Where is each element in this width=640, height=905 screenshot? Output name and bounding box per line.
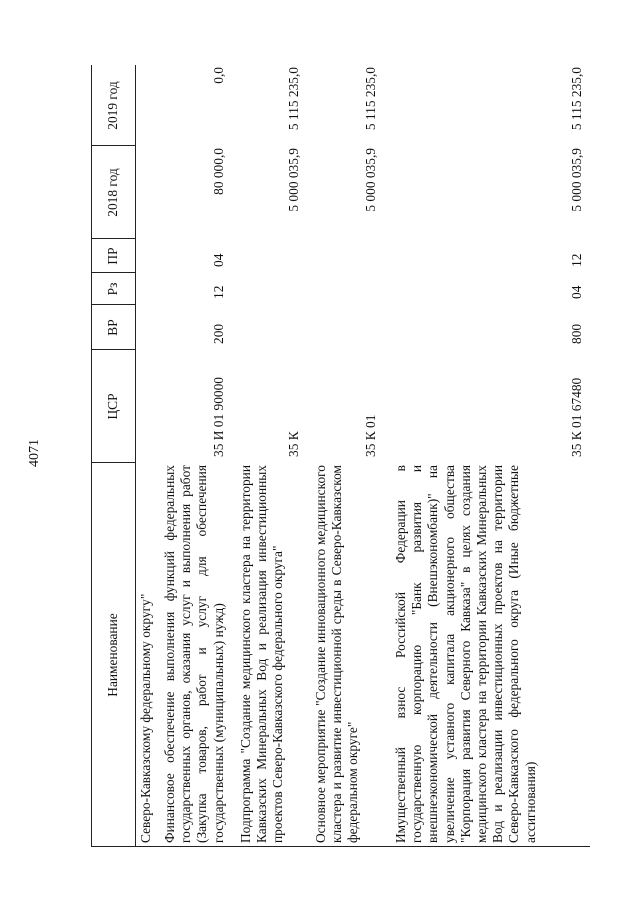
header-csr: ЦСР — [104, 393, 120, 420]
header-pr: ПР — [104, 247, 120, 265]
row-1-rz: 12 — [211, 285, 226, 299]
row-1-2019: 0,0 — [211, 67, 226, 84]
row-3-csr: 35 К 01 — [363, 414, 378, 457]
row-1-2018: 80 000,0 — [211, 148, 226, 195]
header-rz: Рз — [104, 282, 120, 296]
header-2018: 2018 год — [104, 168, 120, 217]
row-4-name: Имущественный взнос Российской Федерации в государственную корпорацию "Банк развития и внешнеэкономической деятельности (Внешэкономбанк)" на увеличение уставного капитала акционерного общества "Корпорация развития Северного Кавказа" в целях создания медицинского кластера на территории Кавказских Минеральных Вод и реализации инвестиционных проектов на территории Северо-Кавказского федерального округа (Иные бюджетные ассигнования) — [393, 465, 538, 843]
row-1-vr: 200 — [211, 323, 226, 344]
row-4-2019: 5 115 235,0 — [569, 67, 584, 131]
row-2-name: Подпрограмма "Создание медицинского кластера на территории Кавказских Минеральных Вод и реализация инвестиционных проектов Северо-Кавказского федерального округа" — [238, 465, 286, 843]
row-1-pr: 04 — [211, 253, 226, 267]
row-1-name: Финансовое обеспечение выполнения функций федеральных государственных органов, оказания услуг и выполнения работ (Закупка товаров, работ и услуг для обеспечения государственных (муниципальных) нужд) — [162, 465, 226, 843]
row-4-rz: 04 — [569, 285, 584, 299]
row-4-vr: 800 — [569, 323, 584, 344]
row-2-2018: 5 000 035,9 — [286, 148, 301, 212]
row-3-2019: 5 115 235,0 — [363, 67, 378, 131]
row-2-csr: 35 К — [286, 431, 301, 457]
header-vr: ВР — [104, 319, 120, 336]
row-2-2019: 5 115 235,0 — [286, 67, 301, 131]
row-3-2018: 5 000 035,9 — [363, 148, 378, 212]
page-number: 4071 — [27, 439, 42, 467]
row-4-2018: 5 000 035,9 — [569, 148, 584, 212]
budget-table — [91, 65, 590, 847]
row-3-name: Основное мероприятие "Создание инновационного медицинского кластера и развитие инвестиционной среды в Северо-Кавказском федеральном округе" — [313, 465, 361, 843]
continuation-text: Северо-Кавказскому федеральному округу" — [138, 593, 153, 843]
header-name: Наименование — [104, 613, 120, 697]
header-bottom-rule — [135, 65, 136, 847]
header-2019: 2019 год — [104, 81, 120, 130]
row-4-csr: 35 К 01 67480 — [569, 377, 584, 457]
row-4-pr: 12 — [569, 253, 584, 267]
row-1-csr: 35 И 01 90000 — [211, 377, 226, 457]
